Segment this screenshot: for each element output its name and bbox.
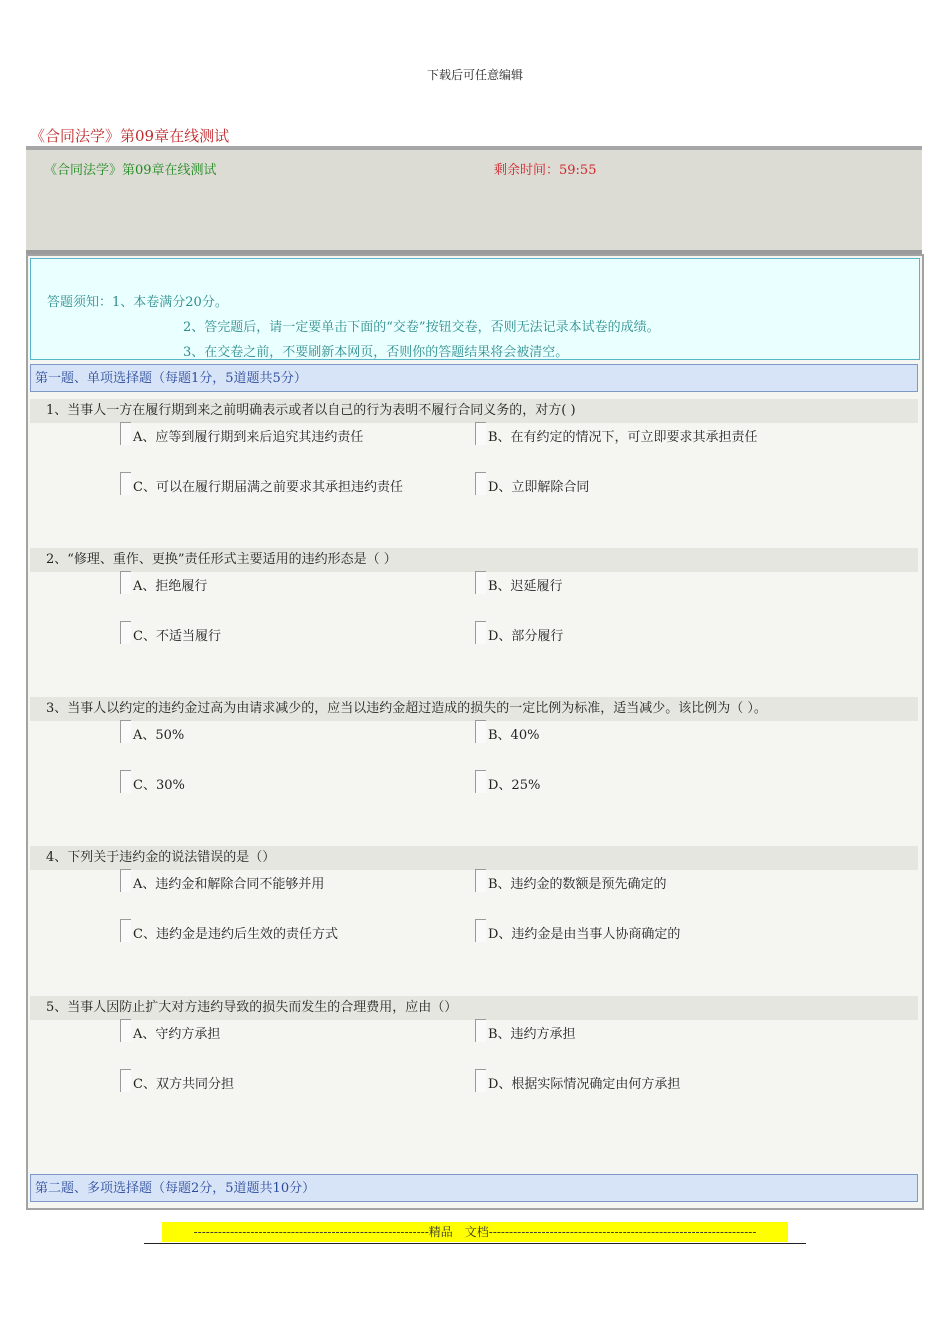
exam-content — [26, 254, 924, 1210]
option-1c[interactable] — [120, 472, 403, 495]
option-label: D、根据实际情况确定由何方承担 — [488, 1077, 681, 1092]
checkbox[interactable] — [475, 571, 486, 594]
checkbox[interactable] — [475, 621, 486, 644]
top-note: 下载后可任意编辑 — [426, 68, 523, 82]
checkbox[interactable] — [475, 919, 486, 942]
option-label: A、违约金和解除合同不能够并用 — [133, 877, 325, 892]
question-1: 1、当事人一方在履行期到来之前明确表示或者以自己的行为表明不履行合同义务的，对方( ) — [30, 399, 918, 423]
option-3a[interactable] — [120, 720, 184, 743]
checkbox[interactable] — [475, 770, 486, 793]
option-label: B、迟延履行 — [488, 579, 563, 594]
checkbox[interactable] — [120, 472, 131, 495]
checkbox[interactable] — [475, 1069, 486, 1092]
checkbox[interactable] — [120, 571, 131, 594]
checkbox[interactable] — [120, 919, 131, 942]
option-label: C、30% — [133, 778, 185, 793]
option-3c[interactable] — [120, 770, 185, 793]
option-label: B、违约方承担 — [488, 1027, 576, 1042]
option-label: C、不适当履行 — [133, 629, 221, 644]
checkbox[interactable] — [475, 720, 486, 743]
option-label: D、违约金是由当事人协商确定的 — [488, 927, 681, 942]
option-label: C、双方共同分担 — [133, 1077, 234, 1092]
option-5b[interactable] — [475, 1019, 576, 1042]
checkbox[interactable] — [120, 869, 131, 892]
checkbox[interactable] — [120, 720, 131, 743]
footer-banner: ----------------------------------------------------------精品 文档------------------------------------------------------------------ — [162, 1222, 788, 1242]
notice-line-3: 3、在交卷之前，不要刷新本网页，否则你的答题结果将会被清空。 — [183, 345, 569, 360]
option-label: A、应等到履行期到来后追究其违约责任 — [133, 430, 364, 445]
question-3: 3、当事人以约定的违约金过高为由请求减少的，应当以违约金超过造成的损失的一定比例为标准，适当减少。该比例为（ ）。 — [30, 697, 918, 721]
checkbox[interactable] — [120, 1069, 131, 1092]
exam-header-title: 《合同法学》第09章在线测试 — [44, 163, 217, 178]
option-1d[interactable] — [475, 472, 589, 495]
option-3b[interactable] — [475, 720, 539, 743]
document-title: 《合同法学》第09章在线测试 — [30, 127, 230, 145]
checkbox[interactable] — [475, 472, 486, 495]
option-4d[interactable] — [475, 919, 680, 942]
option-label: A、50% — [133, 728, 185, 743]
checkbox[interactable] — [475, 869, 486, 892]
checkbox[interactable] — [120, 770, 131, 793]
section-single-choice: 第一题、单项选择题（每题1分，5道题共5分） — [30, 364, 918, 392]
option-2b[interactable] — [475, 571, 563, 594]
option-label: D、部分履行 — [488, 629, 564, 644]
question-2: 2、“修理、重作、更换”责任形式主要适用的违约形态是（ ） — [30, 548, 918, 572]
option-5d[interactable] — [475, 1069, 680, 1092]
option-1b[interactable] — [475, 422, 758, 445]
option-2a[interactable] — [120, 571, 207, 594]
option-label: C、可以在履行期届满之前要求其承担违约责任 — [133, 480, 403, 495]
option-1a[interactable] — [120, 422, 363, 445]
option-label: A、拒绝履行 — [133, 579, 208, 594]
option-label: B、在有约定的情况下，可立即要求其承担责任 — [488, 430, 758, 445]
section-multiple-choice: 第二题、多项选择题（每题2分，5道题共10分） — [30, 1174, 918, 1202]
exam-header-panel — [26, 146, 922, 254]
notice-line-1: 答题须知：1、本卷满分20分。 — [47, 295, 228, 310]
option-2c[interactable] — [120, 621, 221, 644]
option-4c[interactable] — [120, 919, 338, 942]
checkbox[interactable] — [475, 1019, 486, 1042]
option-4b[interactable] — [475, 869, 667, 892]
remaining-time: 剩余时间：59:55 — [494, 163, 597, 178]
checkbox[interactable] — [475, 422, 486, 445]
option-4a[interactable] — [120, 869, 324, 892]
notice-line-2: 2、答完题后，请一定要单击下面的“交卷”按钮交卷，否则无法记录本试卷的成绩。 — [183, 320, 660, 335]
option-label: B、40% — [488, 728, 540, 743]
checkbox[interactable] — [120, 1019, 131, 1042]
checkbox[interactable] — [120, 621, 131, 644]
question-5: 5、当事人因防止扩大对方违约导致的损失而发生的合理费用，应由（） — [30, 996, 918, 1020]
footer-divider — [144, 1243, 806, 1244]
option-5a[interactable] — [120, 1019, 220, 1042]
option-label: C、违约金是违约后生效的责任方式 — [133, 927, 338, 942]
option-3d[interactable] — [475, 770, 540, 793]
option-label: D、25% — [488, 778, 541, 793]
question-4: 4、下列关于违约金的说法错误的是（） — [30, 846, 918, 870]
answer-notice — [30, 258, 920, 360]
option-label: A、守约方承担 — [133, 1027, 221, 1042]
option-2d[interactable] — [475, 621, 563, 644]
option-label: B、违约金的数额是预先确定的 — [488, 877, 667, 892]
option-5c[interactable] — [120, 1069, 234, 1092]
option-label: D、立即解除合同 — [488, 480, 590, 495]
checkbox[interactable] — [120, 422, 131, 445]
